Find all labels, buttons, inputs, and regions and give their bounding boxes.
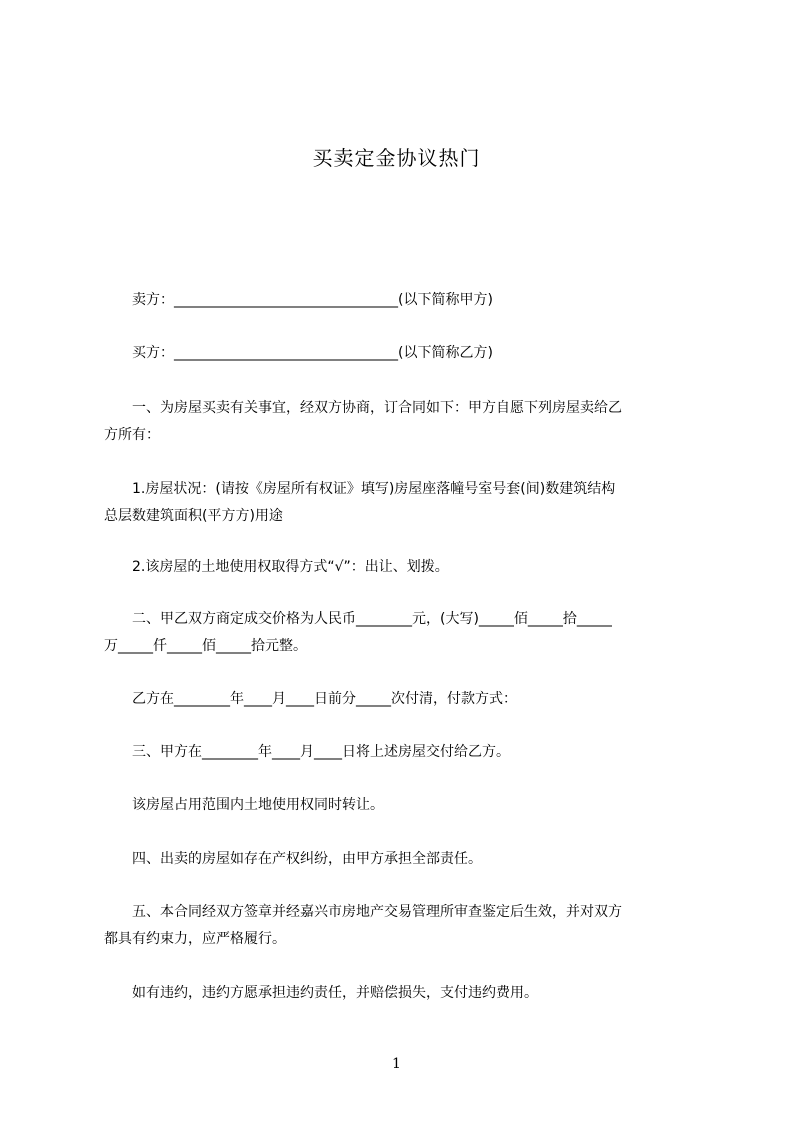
paragraph-line: 该房屋占用范围内土地使用权同时转让。 [104,797,384,813]
paragraph-line: 一、为房屋买卖有关事宜，经双方协商，订合同如下：甲方自愿下列房屋卖给乙 [104,400,622,416]
clause-1-item-1 [104,476,704,530]
document-title: 买卖定金协议热门 [312,146,481,170]
paragraph-line: 万_____仟_____佰_____拾元整。 [104,638,307,654]
page-number: 1 [392,1056,401,1072]
buyer-line [104,340,704,367]
paragraph-line: 都具有约束力，应严格履行。 [104,931,286,947]
clause-3 [104,739,704,766]
clause-2 [104,606,704,660]
land-transfer-line [104,792,704,819]
paragraph-line: 如有违约，违约方愿承担违约责任，并赔偿损失，支付违约费用。 [104,985,538,1001]
breach-line [104,980,704,1007]
clause-5 [104,899,704,953]
paragraph-line: 2.该房屋的土地使用权取得方式“√”：出让、划拨。 [104,559,449,575]
paragraph-line: 五、本合同经双方签章并经嘉兴市房地产交易管理所审查鉴定后生效，并对双方 [104,904,622,920]
paragraph-line: 1.房屋状况：(请按《房屋所有权证》填写)房屋座落幢号室号套(间)数建筑结构 [104,481,616,497]
paragraph-line: 乙方在________年____月____日前分_____次付清，付款方式： [104,691,517,707]
paragraph-line: 总层数建筑面积(平方方)用途 [104,508,283,524]
paragraph-line: 三、甲方在________年____月____日将上述房屋交付给乙方。 [104,744,510,760]
paragraph-line: 二、甲乙双方商定成交价格为人民币________元，(大写)_____佰_____拾_____ [104,611,612,627]
paragraph-line: 方所有： [104,427,160,443]
clause-1 [104,395,704,449]
payment-line [104,686,704,713]
clause-1-item-2 [104,554,704,581]
paragraph-line: 四、出卖的房屋如存在产权纠纷，由甲方承担全部责任。 [104,851,482,867]
paragraph-line: 买方：________________________________(以下简称乙方) [104,345,493,361]
paragraph-line: 卖方：________________________________(以下简称甲方) [104,292,493,308]
clause-4 [104,846,704,873]
seller-line [104,287,704,314]
